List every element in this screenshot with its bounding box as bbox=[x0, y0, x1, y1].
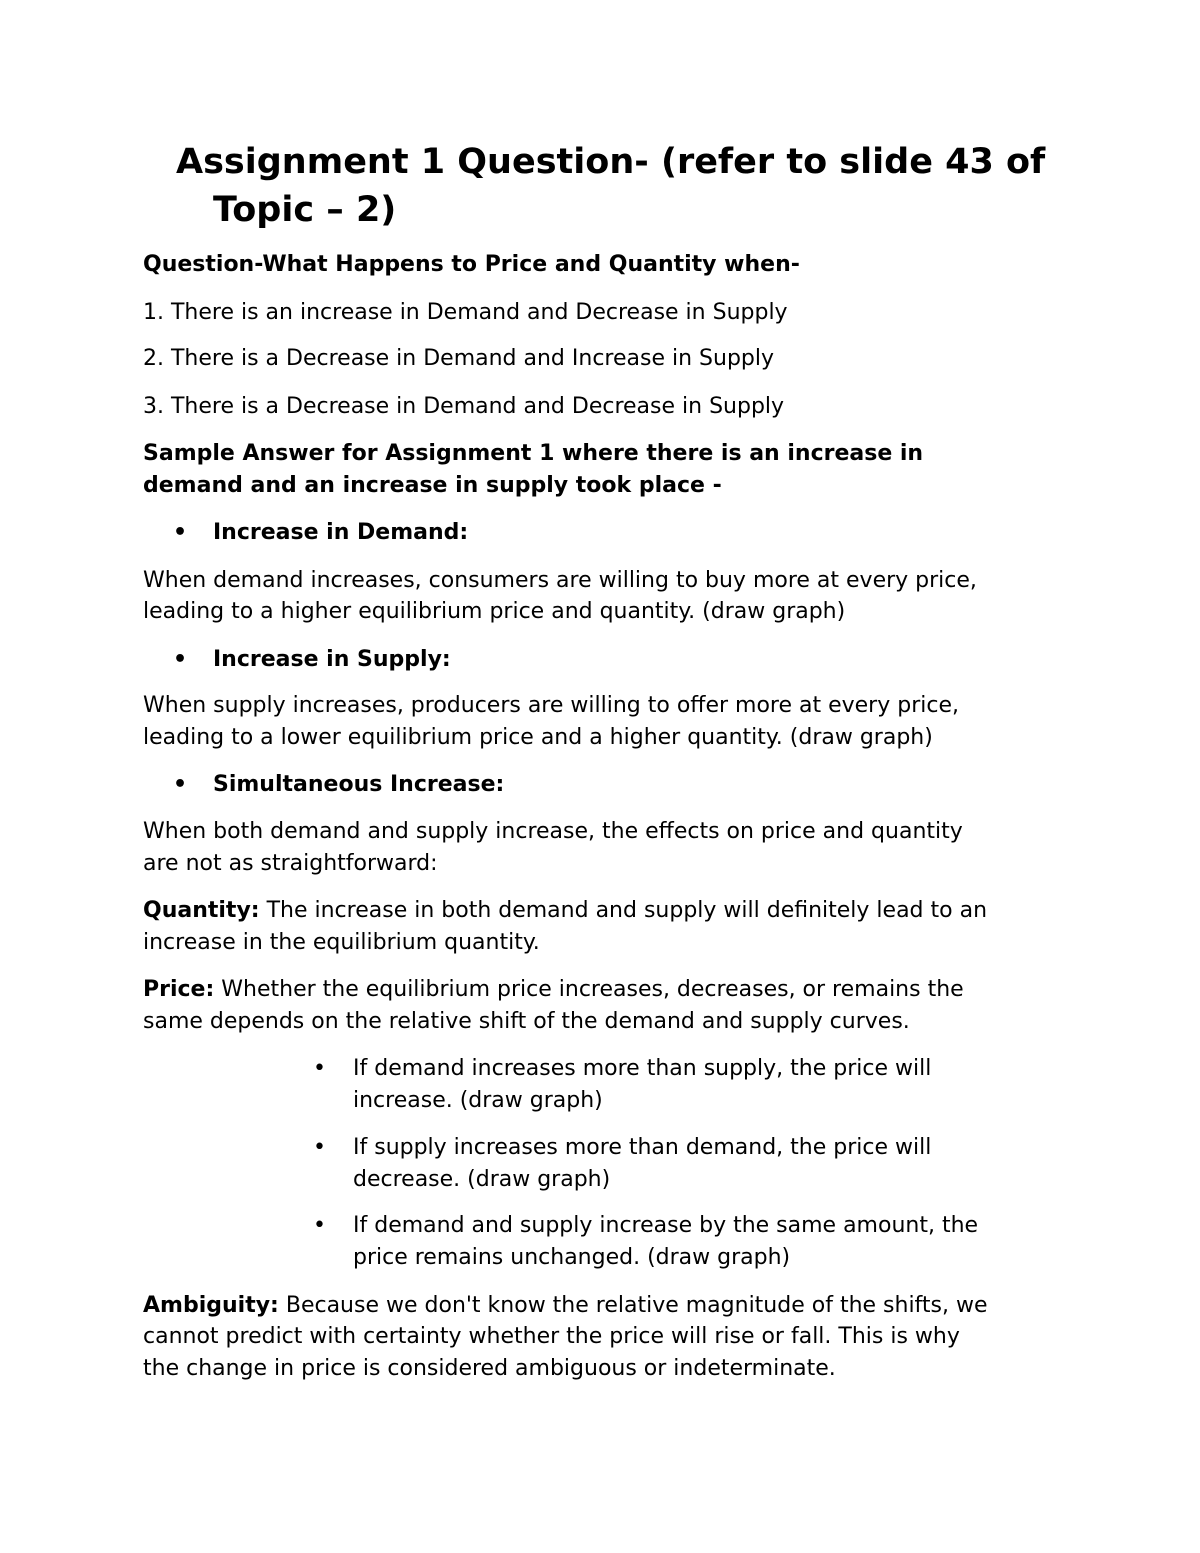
demand-heading: Increase in Demand: bbox=[213, 520, 469, 545]
supply-bullet-item bbox=[173, 644, 451, 676]
price-line-1 bbox=[143, 974, 964, 1006]
bullet-dot: • bbox=[173, 520, 188, 545]
supply-heading: Increase in Supply: bbox=[213, 647, 451, 672]
price-case-equal bbox=[313, 1210, 978, 1274]
price-case-supply-greater bbox=[313, 1132, 931, 1196]
case-text-line-2: decrease. (draw graph) bbox=[353, 1167, 611, 1192]
quantity-line-2: increase in the equilibrium quantity. bbox=[143, 930, 540, 955]
demand-text-line-2: leading to a higher equilibrium price and quantity. (draw graph) bbox=[143, 599, 846, 624]
bullet-dot: • bbox=[313, 1056, 326, 1081]
simultaneous-bullet-item bbox=[173, 769, 504, 801]
ambiguity-line-1 bbox=[143, 1290, 988, 1322]
case-text-line-1: If demand increases more than supply, the price will bbox=[353, 1056, 932, 1081]
simultaneous-text-line-1: When both demand and supply increase, the effects on price and quantity bbox=[143, 819, 963, 844]
bullet-dot: • bbox=[173, 647, 188, 672]
ambiguity-line-3: the change in price is considered ambiguous or indeterminate. bbox=[143, 1356, 836, 1381]
supply-text-line-1: When supply increases, producers are willing to offer more at every price, bbox=[143, 693, 959, 718]
title-line-1: Assignment 1 Question- (refer to slide 43 of bbox=[176, 142, 1046, 182]
title-line-2: Topic – 2) bbox=[213, 190, 397, 230]
bullet-dot: • bbox=[313, 1213, 326, 1238]
page-title bbox=[176, 138, 1076, 234]
quantity-line-1 bbox=[143, 895, 987, 927]
question-item-1: 1. There is an increase in Demand and Decrease in Supply bbox=[143, 300, 788, 325]
demand-bullet-item bbox=[173, 517, 468, 549]
case-text-line-2: price remains unchanged. (draw graph) bbox=[353, 1245, 791, 1270]
price-case-demand-greater bbox=[313, 1053, 931, 1117]
bullet-dot: • bbox=[173, 772, 188, 797]
case-text-line-2: increase. (draw graph) bbox=[353, 1088, 603, 1113]
bullet-dot: • bbox=[313, 1135, 326, 1160]
question-heading: Question-What Happens to Price and Quantity when- bbox=[143, 252, 800, 277]
demand-text-line-1: When demand increases, consumers are willing to buy more at every price, bbox=[143, 568, 977, 593]
ambiguity-text: Because we don't know the relative magnitude of the shifts, we bbox=[278, 1293, 988, 1318]
price-label: Price: bbox=[143, 977, 215, 1002]
quantity-text: The increase in both demand and supply will definitely lead to an bbox=[259, 898, 988, 923]
ambiguity-line-2: cannot predict with certainty whether the price will rise or fall. This is why bbox=[143, 1324, 960, 1349]
simultaneous-heading: Simultaneous Increase: bbox=[213, 772, 505, 797]
simultaneous-text-line-2: are not as straightforward: bbox=[143, 851, 438, 876]
question-item-3: 3. There is a Decrease in Demand and Decrease in Supply bbox=[143, 394, 785, 419]
question-item-2: 2. There is a Decrease in Demand and Increase in Supply bbox=[143, 346, 775, 371]
case-text-line-1: If demand and supply increase by the same amount, the bbox=[353, 1213, 979, 1238]
sample-heading-line-1: Sample Answer for Assignment 1 where there is an increase in bbox=[143, 441, 924, 466]
price-text: Whether the equilibrium price increases, decreases, or remains the bbox=[214, 977, 964, 1002]
quantity-label: Quantity: bbox=[143, 898, 260, 923]
supply-text-line-2: leading to a lower equilibrium price and a higher quantity. (draw graph) bbox=[143, 725, 933, 750]
price-line-2: same depends on the relative shift of the demand and supply curves. bbox=[143, 1009, 910, 1034]
case-text-line-1: If supply increases more than demand, the price will bbox=[353, 1135, 932, 1160]
ambiguity-label: Ambiguity: bbox=[143, 1293, 279, 1318]
sample-heading-line-2: demand and an increase in supply took place - bbox=[143, 473, 722, 498]
